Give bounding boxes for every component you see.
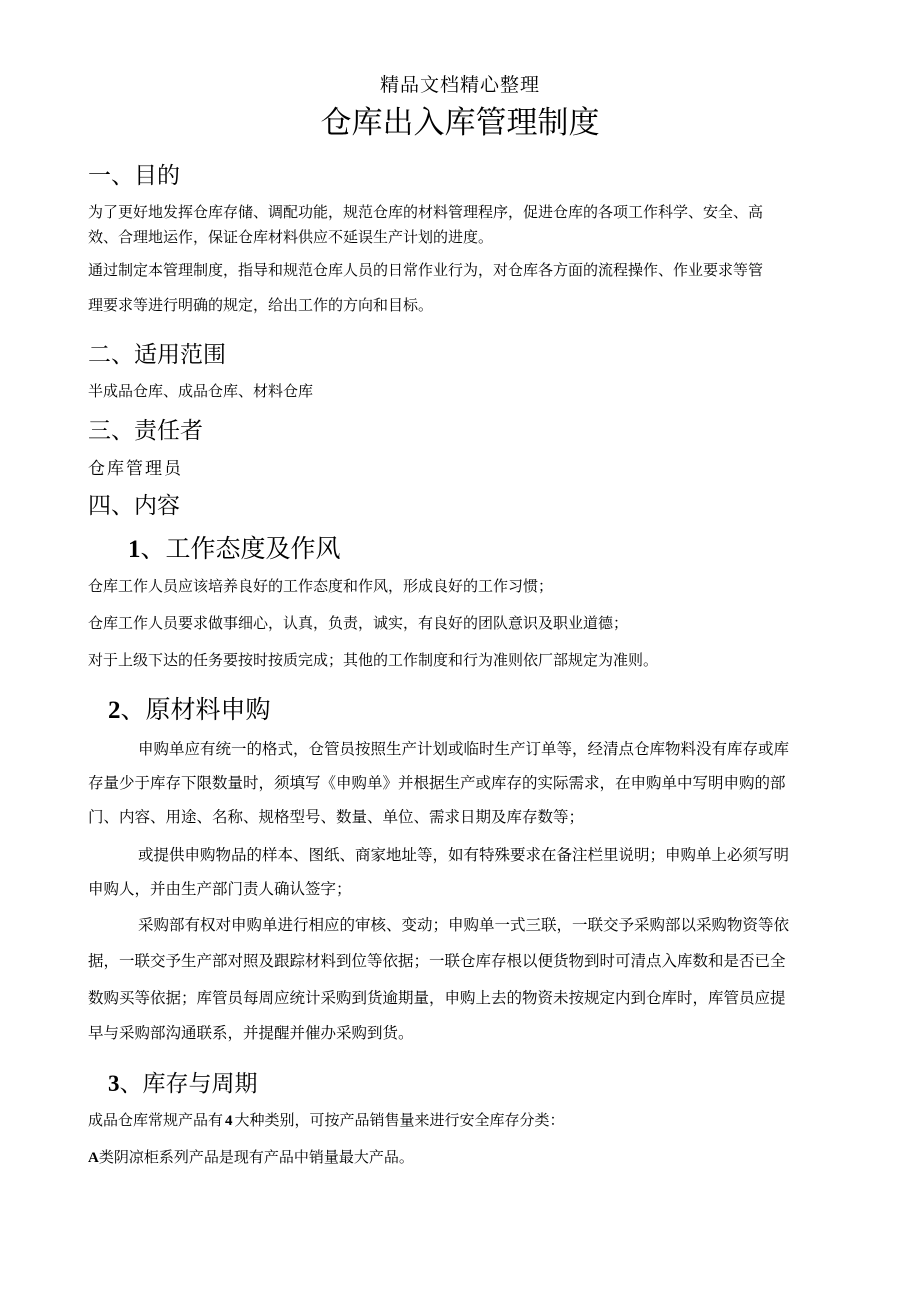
subsection-1-line-3: 对于上级下达的任务要按时按质完成；其他的工作制度和行为准则依厂部规定为准则。 xyxy=(88,651,659,669)
section-1-heading: 一、目的 xyxy=(88,163,180,189)
section-2-heading: 二、适用范围 xyxy=(88,342,226,368)
subsection-3-line-1-text-b: 大种类别，可按产品销售量来进行安全库存分类： xyxy=(234,1111,565,1129)
subsection-3-class-letter: A xyxy=(88,1150,99,1166)
top-note: 精品文档精心整理 xyxy=(379,74,540,96)
subsection-3-line-1-text-a: 成品仓库常规产品有 xyxy=(88,1111,224,1129)
subsection-1-number: 1 xyxy=(128,536,141,563)
subsection-2-para-1-line-3: 门、内容、用途、名称、规格型号、数量、单位、需求日期及库存数等； xyxy=(88,808,585,826)
subsection-3-number: 3 xyxy=(108,1071,120,1096)
subsection-2-para-2-line-1: 或提供申购物品的样本、图纸、商家地址等，如有特殊要求在备注栏里说明；申购单上必须写明 xyxy=(138,846,790,864)
section-3-body: 仓库管理员 xyxy=(88,459,183,479)
subsection-3-line-2-text: 类阴凉柜系列产品是现有产品中销量最大产品。 xyxy=(98,1148,414,1166)
section-1-para-1-line-2: 效、合理地运作，保证仓库材料供应不延误生产计划的进度。 xyxy=(88,228,494,246)
subsection-2-para-3-line-2: 据，一联交予生产部对照及跟踪材料到位等依据；一联仓库存根以便货物到时可清点入库数和是否已全 xyxy=(88,952,786,970)
subsection-2-para-3-line-1: 采购部有权对申购单进行相应的审核、变动；申购单一式三联，一联交予采购部以采购物资等依 xyxy=(138,916,790,934)
subsection-3-category-count: 4 xyxy=(225,1113,233,1129)
subsection-3-heading xyxy=(108,1065,258,1098)
section-2-body: 半成品仓库、成品仓库、材料仓库 xyxy=(88,382,314,400)
subsection-1-line-1: 仓库工作人员应该培养良好的工作态度和作风，形成良好的工作习惯； xyxy=(88,577,554,595)
subsection-2-para-3-line-4: 早与采购部沟通联系，并提醒并催办采购到货。 xyxy=(88,1024,414,1042)
section-1-para-2-line-1: 通过制定本管理制度，指导和规范仓库人员的日常作业行为，对仓库各方面的流程操作、作业要求等管 xyxy=(88,261,764,279)
document-title: 仓库出入库管理制度 xyxy=(320,105,600,141)
subsection-1-heading xyxy=(128,529,341,565)
section-1-para-1-line-1: 为了更好地发挥仓库存储、调配功能，规范仓库的材料管理程序，促进仓库的各项工作科学、安全、高 xyxy=(88,203,764,221)
subsection-2-title: 、原材料申购 xyxy=(120,695,271,724)
section-4-heading: 四、内容 xyxy=(88,493,180,519)
subsection-2-heading xyxy=(108,690,271,726)
subsection-1-title: 、工作态度及作风 xyxy=(140,534,341,563)
subsection-2-para-2-line-2: 申购人，并由生产部门责人确认签字； xyxy=(88,880,352,898)
subsection-3-title: 、库存与周期 xyxy=(119,1071,258,1097)
section-3-heading: 三、责任者 xyxy=(88,418,203,444)
subsection-2-para-1-line-2: 存量少于库存下限数量时，须填写《申购单》并根据生产或库存的实际需求，在申购单中写明申购的部 xyxy=(88,774,786,792)
subsection-3-line-2 xyxy=(88,1146,414,1167)
subsection-2-para-3-line-3: 数购买等依据；库管员每周应统计采购到货逾期量，申购上去的物资未按规定内到仓库时，库管员应提 xyxy=(88,989,786,1007)
subsection-2-number: 2 xyxy=(108,697,121,724)
subsection-2-para-1-line-1: 申购单应有统一的格式，仓管员按照生产计划或临时生产订单等，经清点仓库物料没有库存或库 xyxy=(138,740,790,758)
section-1-para-2-line-2: 理要求等进行明确的规定，给出工作的方向和目标。 xyxy=(88,296,434,314)
subsection-3-line-1 xyxy=(88,1109,565,1130)
subsection-1-line-2: 仓库工作人员要求做事细心，认真，负责，诚实，有良好的团队意识及职业道德； xyxy=(88,614,629,632)
